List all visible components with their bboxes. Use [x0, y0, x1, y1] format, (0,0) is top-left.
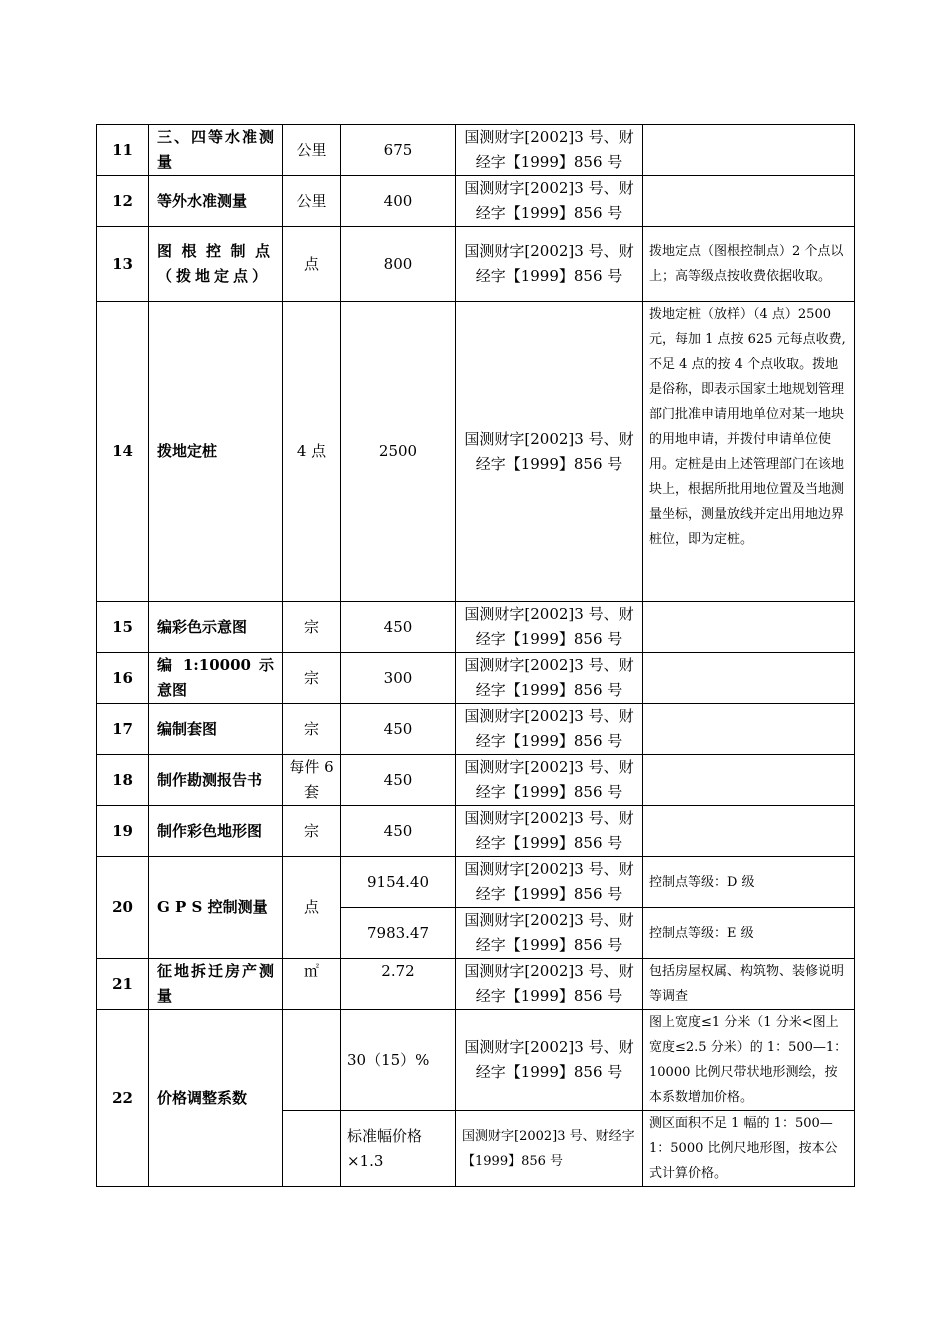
item-basis: 国测财字[2002]3 号、财经字【1999】856 号 — [456, 704, 643, 755]
item-name: 价格调整系数 — [149, 1010, 283, 1187]
item-basis: 国测财字[2002]3 号、财经字【1999】856 号 — [456, 302, 643, 602]
item-unit: 公里 — [283, 125, 341, 176]
item-price: 7983.47 — [341, 908, 456, 959]
item-price: 30（15）% — [341, 1010, 456, 1111]
item-note: 控制点等级：E 级 — [643, 908, 855, 959]
item-name: 编 1:10000 示意图 — [149, 653, 283, 704]
item-number: 16 — [97, 653, 149, 704]
item-name: 征地拆迁房产测量 — [149, 959, 283, 1010]
item-price: 9154.40 — [341, 857, 456, 908]
fee-table — [96, 124, 855, 1187]
item-name: 制作彩色地形图 — [149, 806, 283, 857]
item-note — [643, 176, 855, 227]
item-note — [643, 806, 855, 857]
item-note: 拨地定点（图根控制点）2 个点以上；高等级点按收费依据收取。 — [643, 227, 855, 302]
table-row — [97, 959, 855, 1010]
item-note — [643, 653, 855, 704]
item-price: 450 — [341, 806, 456, 857]
item-unit: 宗 — [283, 653, 341, 704]
table-row — [97, 704, 855, 755]
item-price: 450 — [341, 755, 456, 806]
item-price: 400 — [341, 176, 456, 227]
item-basis: 国测财字[2002]3 号、财经字【1999】856 号 — [456, 857, 643, 908]
item-note — [643, 704, 855, 755]
item-price: 450 — [341, 704, 456, 755]
item-name: 等外水准测量 — [149, 176, 283, 227]
table-row — [97, 755, 855, 806]
item-note — [643, 602, 855, 653]
item-unit: 每件 6 套 — [283, 755, 341, 806]
item-unit: 点 — [283, 857, 341, 959]
table-row — [97, 227, 855, 302]
item-number: 18 — [97, 755, 149, 806]
table-row — [97, 653, 855, 704]
item-basis: 国测财字[2002]3 号、财经字【1999】856 号 — [456, 806, 643, 857]
item-price: 800 — [341, 227, 456, 302]
item-note: 拨地定桩（放样）（4 点）2500 元，每加 1 点按 625 元每点收费,不足 4 点的按 4 个点收取。拨地是俗称，即表示国家土地规划管理部门批准申请用地单位对某一地块的用地申请，并拨付申请单位使用。定桩是由上述管理部门在该地块上，根据所批用地位置及当地测量坐标，测量放线并定出用地边界桩位，即为定桩。 — [643, 302, 855, 602]
table-row — [97, 857, 855, 908]
item-number: 22 — [97, 1010, 149, 1187]
table-row — [97, 602, 855, 653]
table-row — [97, 125, 855, 176]
item-number: 13 — [97, 227, 149, 302]
item-basis: 国测财字[2002]3 号、财经字【1999】856 号 — [456, 227, 643, 302]
item-price: 标准幅价格×1.3 — [341, 1111, 456, 1187]
item-basis: 国测财字[2002]3 号、财经字【1999】856 号 — [456, 602, 643, 653]
item-basis: 国测财字[2002]3 号、财经字【1999】856 号 — [456, 755, 643, 806]
item-unit — [283, 1010, 341, 1111]
item-price: 675 — [341, 125, 456, 176]
item-unit: 宗 — [283, 806, 341, 857]
item-unit: 宗 — [283, 704, 341, 755]
item-unit: 4 点 — [283, 302, 341, 602]
item-number: 19 — [97, 806, 149, 857]
item-basis: 国测财字[2002]3 号、财经字【1999】856 号 — [456, 1111, 643, 1187]
item-unit: ㎡ — [283, 959, 341, 1010]
item-note: 包括房屋权属、构筑物、装修说明等调查 — [643, 959, 855, 1010]
item-basis: 国测财字[2002]3 号、财经字【1999】856 号 — [456, 176, 643, 227]
item-basis: 国测财字[2002]3 号、财经字【1999】856 号 — [456, 959, 643, 1010]
item-price: 2500 — [341, 302, 456, 602]
item-number: 14 — [97, 302, 149, 602]
item-basis: 国测财字[2002]3 号、财经字【1999】856 号 — [456, 908, 643, 959]
item-note: 图上宽度≤1 分米（1 分米<图上宽度≤2.5 分米）的 1：500—1：10000 比例尺带状地形测绘，按本系数增加价格。 — [643, 1010, 855, 1111]
item-price: 300 — [341, 653, 456, 704]
item-note: 控制点等级：D 级 — [643, 857, 855, 908]
item-price: 2.72 — [341, 959, 456, 1010]
item-unit-empty — [283, 1111, 341, 1187]
item-basis: 国测财字[2002]3 号、财经字【1999】856 号 — [456, 1010, 643, 1111]
item-basis: 国测财字[2002]3 号、财经字【1999】856 号 — [456, 653, 643, 704]
item-number: 12 — [97, 176, 149, 227]
item-unit: 公里 — [283, 176, 341, 227]
item-name: 图根控制点（拨地定点） — [149, 227, 283, 302]
item-note: 测区面积不足 1 幅的 1：500—1：5000 比例尺地形图，按本公式计算价格。 — [643, 1111, 855, 1187]
item-number: 21 — [97, 959, 149, 1010]
item-number: 20 — [97, 857, 149, 959]
item-number: 11 — [97, 125, 149, 176]
item-unit: 宗 — [283, 602, 341, 653]
item-number: 15 — [97, 602, 149, 653]
item-name: 拨地定桩 — [149, 302, 283, 602]
item-name: 三、四等水准测量 — [149, 125, 283, 176]
table-row — [97, 1010, 855, 1111]
item-basis: 国测财字[2002]3 号、财经字【1999】856 号 — [456, 125, 643, 176]
item-number: 17 — [97, 704, 149, 755]
item-price: 450 — [341, 602, 456, 653]
item-name: 制作勘测报告书 — [149, 755, 283, 806]
item-unit: 点 — [283, 227, 341, 302]
table-row — [97, 176, 855, 227]
item-note — [643, 125, 855, 176]
item-name: 编制套图 — [149, 704, 283, 755]
table-row — [97, 302, 855, 602]
item-name: 编彩色示意图 — [149, 602, 283, 653]
item-note — [643, 755, 855, 806]
item-name: G P S 控制测量 — [149, 857, 283, 959]
table-row — [97, 806, 855, 857]
